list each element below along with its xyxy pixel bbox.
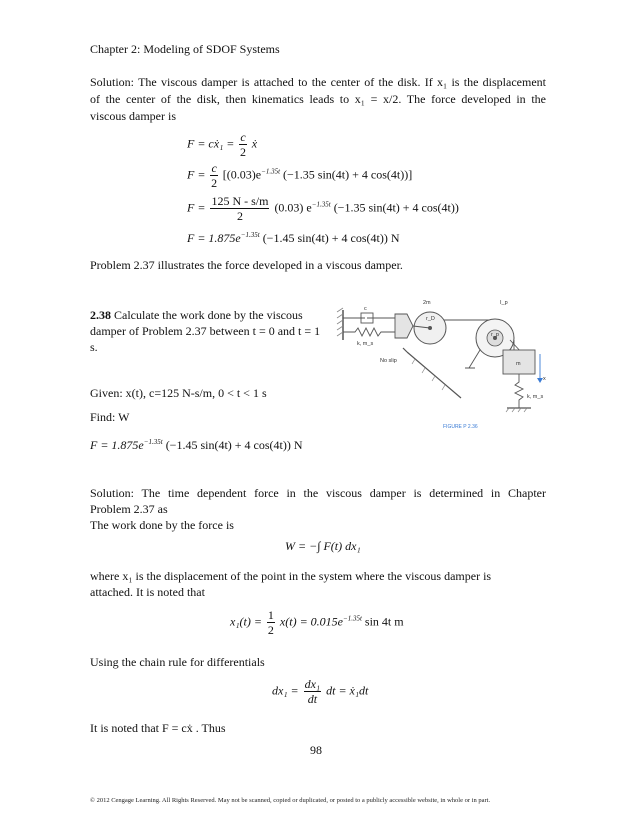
equation-6: W = −∫ F(t) dx₁ (285, 539, 361, 553)
label-c: c (364, 306, 367, 312)
incline-surface (407, 352, 461, 398)
solution-1-line-1: Solution: The viscous damper is attached to the center of the disk. If x₁ is the displacement (90, 75, 546, 89)
copyright-footer: © 2012 Cengage Learning. All Rights Reserved. May not be scanned, copied or duplicated, or posted to a publicly accessible website, in whole or in part. (90, 797, 491, 804)
problem-2-38-line-3: s. (90, 340, 98, 354)
equation-8: dx₁ = $\frac{\text{dx₁}}{dt}$ dt = ẋ₁dt (272, 677, 369, 706)
label-rd: r_D (426, 316, 435, 322)
figure-p-2-36 (335, 290, 550, 435)
page-header: Chapter 2: Modeling of SDOF Systems (90, 42, 280, 56)
label-rp: r_p (491, 332, 499, 338)
equation-2: F = $\frac{c}{2}$ [$(0.03)e^{-1.35t}$ (−1.35 sin(4t) + 4 cos(4t))] (187, 161, 413, 190)
problem-2-38-line-2: damper of Problem 2.37 between t = 0 and t = 1 (90, 324, 321, 338)
solution-1-line-2: of the center of the disk, then kinematics leads to x₁ = x/2. The force developed in the (90, 92, 546, 106)
note-problem-2-37: Problem 2.37 illustrates the force developed in a viscous damper. (90, 258, 403, 272)
solution-2-line-3: The work done by the force is (90, 518, 234, 532)
figure-caption: FIGURE P 2.36 (443, 424, 478, 430)
equation-1: F = cẋ₁ = $\frac{c}{2}$ ẋ (187, 130, 258, 159)
equation-4: $F = 1.875e^{-1.35t}$ (−1.45 sin(4t) + 4 cos(4t)) N (187, 231, 400, 245)
spring-bottom (515, 374, 523, 408)
solution-2-line-2: Problem 2.37 as (90, 502, 168, 516)
given-line: Given: x(t), c=125 N-s/m, 0 < t < 1 s (90, 386, 267, 400)
chain-rule-line: Using the chain rule for differentials (90, 655, 265, 669)
label-x: x (543, 376, 546, 382)
solution-1-line-3: viscous damper is (90, 109, 176, 123)
label-m: m (516, 361, 521, 367)
equation-3: F = $\frac{125 N - s/m}{2}$ (0.03) $e^{-1.35t}$ (−1.35 sin(4t) + 4 cos(4t)) (187, 194, 459, 223)
label-no-slip: No slip (380, 358, 397, 364)
equation-5: $F = 1.875e^{-1.35t}$ (−1.45 sin(4t) + 4 cos(4t)) N (90, 438, 303, 452)
where-line-1: where x₁ is the displacement of the point in the system where the viscous damper is (90, 569, 492, 583)
where-line-2: attached. It is noted that (90, 585, 205, 599)
problem-number: 2.38 (90, 308, 111, 322)
page-number: 98 (310, 743, 322, 757)
equation-7: x₁(t) = $\frac{1}{2}$ $x(t) = 0.015e^{-1.35t}$ sin 4t m (230, 608, 404, 637)
spring-left (343, 328, 397, 336)
connector-block (395, 314, 413, 338)
noted-line: It is noted that F = cẋ . Thus (90, 721, 226, 735)
label-2m: 2m (423, 300, 431, 306)
label-k-ms-left: k, m_s (357, 341, 374, 347)
label-ip: I_p (500, 300, 508, 306)
solution-2-line-1: Solution: The time dependent force in the viscous damper is determined in Chapter (90, 486, 546, 500)
problem-2-38-line-1: 2.38 Calculate the work done by the viscous (90, 308, 303, 322)
find-line: Find: W (90, 410, 130, 424)
damper (343, 313, 397, 323)
label-k-ms-bottom: k, m_s (527, 394, 544, 400)
